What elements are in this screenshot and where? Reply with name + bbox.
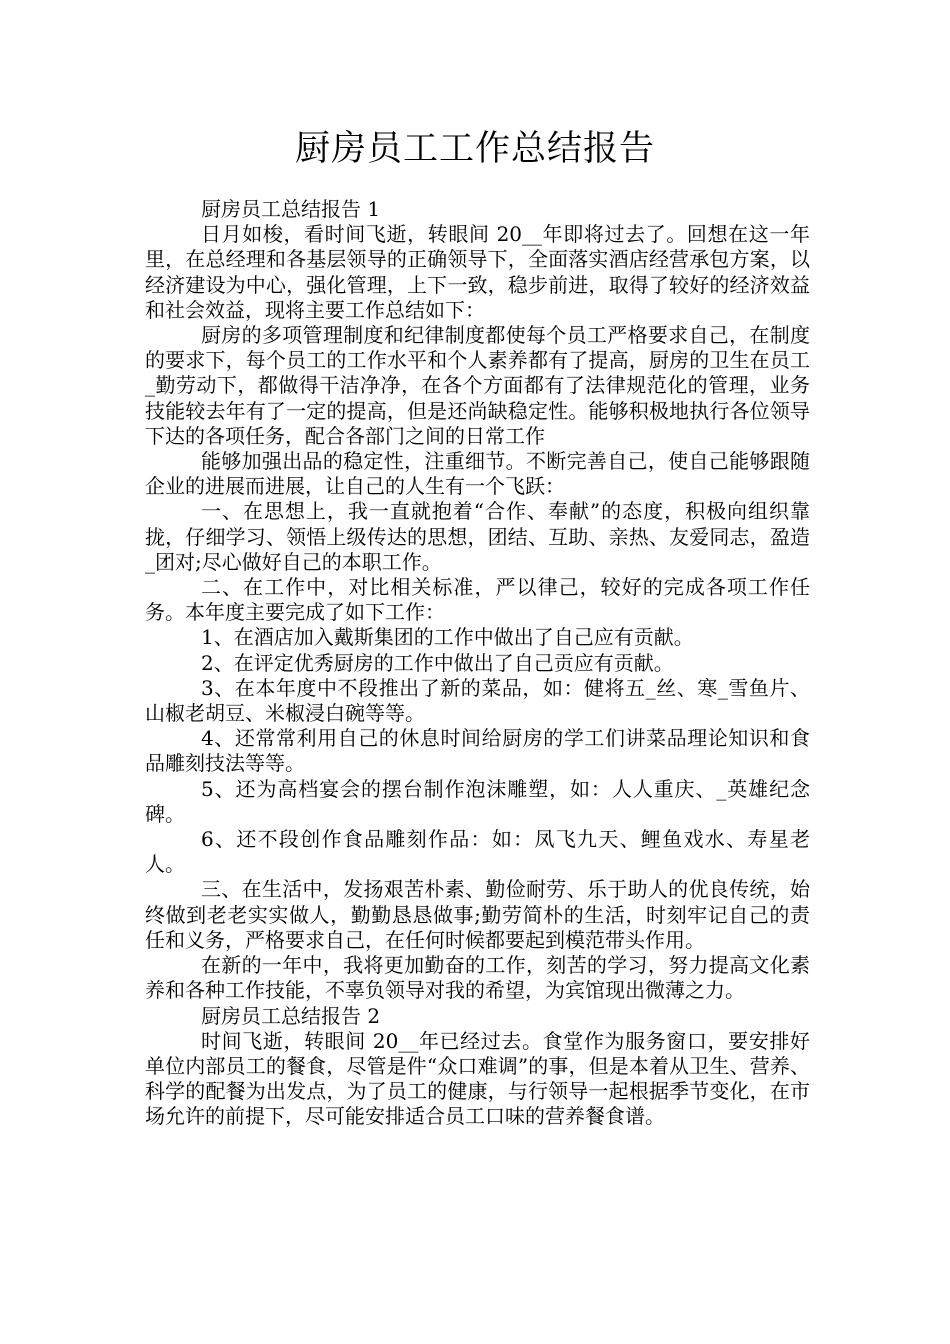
list-item: 2、在评定优秀厨房的工作中做出了自己贡应有贡献。 <box>201 650 674 675</box>
paragraph: 厨房的多项管理制度和纪律制度都使每个员工严格要求自己，在制度的要求下，每个员工的工作水平和个人素养都有了提高，厨房的卫生在员工_勤劳动下，都做得干洁净净，在各个方面都有了法律规范化的管理，业务技能较去年有了一定的提高，但是还尚缺稳定性。能够积极地执行各位领导下达的各项任务，配合各部门之间的日常工作 <box>145 323 810 448</box>
list-item: 6、还不段创作食品雕刻作品：如：凤飞九天、鲤鱼戏水、寿星老人。 <box>145 827 810 877</box>
paragraph: 一、在思想上，我一直就抱着“合作、奉献”的态度，积极向组织靠拢，仔细学习、领悟上级传达的思想，团结、互助、亲热、友爱同志，盈造_团对;尽心做好自己的本职工作。 <box>145 499 810 574</box>
paragraph: 在新的一年中，我将更加勤奋的工作，刻苦的学习，努力提高文化素养和各种工作技能，不辜负领导对我的希望，为宾馆现出微薄之力。 <box>145 953 810 1003</box>
list-item: 4、还常常利用自己的休息时间给厨房的学工们讲菜品理论知识和食品雕刻技法等等。 <box>145 726 810 776</box>
list-item: 3、在本年度中不段推出了新的菜品，如：健将五_丝、寒_雪鱼片、山椒老胡豆、米椒浸白碗等等。 <box>145 675 810 726</box>
paragraph: 日月如梭，看时间飞逝，转眼间 20__年即将过去了。回想在这一年里，在总经理和各基层领导的正确领导下，全面落实酒店经营承包方案，以经济建设为中心，强化管理，上下一致，稳步前进，取得了较好的经济效益和社会效益，现将主要工作总结如下： <box>145 222 810 322</box>
section-heading-2: 厨房员工总结报告 2 <box>201 1003 381 1028</box>
document-body <box>145 197 810 1130</box>
paragraph: 二、在工作中，对比相关标准，严以律己，较好的完成各项工作任务。本年度主要完成了如下工作： <box>145 575 810 625</box>
list-item: 5、还为高档宴会的摆台制作泡沫雕塑，如：人人重庆、_英雄纪念碑。 <box>145 776 810 826</box>
paragraph: 时间飞逝，转眼间 20__年已经过去。食堂作为服务窗口，要安排好单位内部员工的餐食，尽管是件“众口难调”的事，但是本着从卫生、营养、科学的配餐为出发点，为了员工的健康，与行领导一起根据季节变化，在市场允许的前提下，尽可能安排适合员工口味的营养餐食谱。 <box>145 1028 810 1129</box>
paragraph: 能够加强出品的稳定性，注重细节。不断完善自己，使自己能够跟随企业的进展而进展，让自己的人生有一个飞跃： <box>145 449 810 499</box>
section-heading-1: 厨房员工总结报告 1 <box>201 197 381 221</box>
paragraph: 三、在生活中，发扬艰苦朴素、勤俭耐劳、乐于助人的优良传统，始终做到老老实实做人，勤勤恳恳做事;勤劳简朴的生活，时刻牢记自己的责任和义务，严格要求自己，在任何时候都要起到模范带头作用。 <box>145 877 810 952</box>
list-item: 1、在酒店加入戴斯集团的工作中做出了自己应有贡献。 <box>201 625 694 650</box>
document-title: 厨房员工工作总结报告 <box>294 129 655 169</box>
